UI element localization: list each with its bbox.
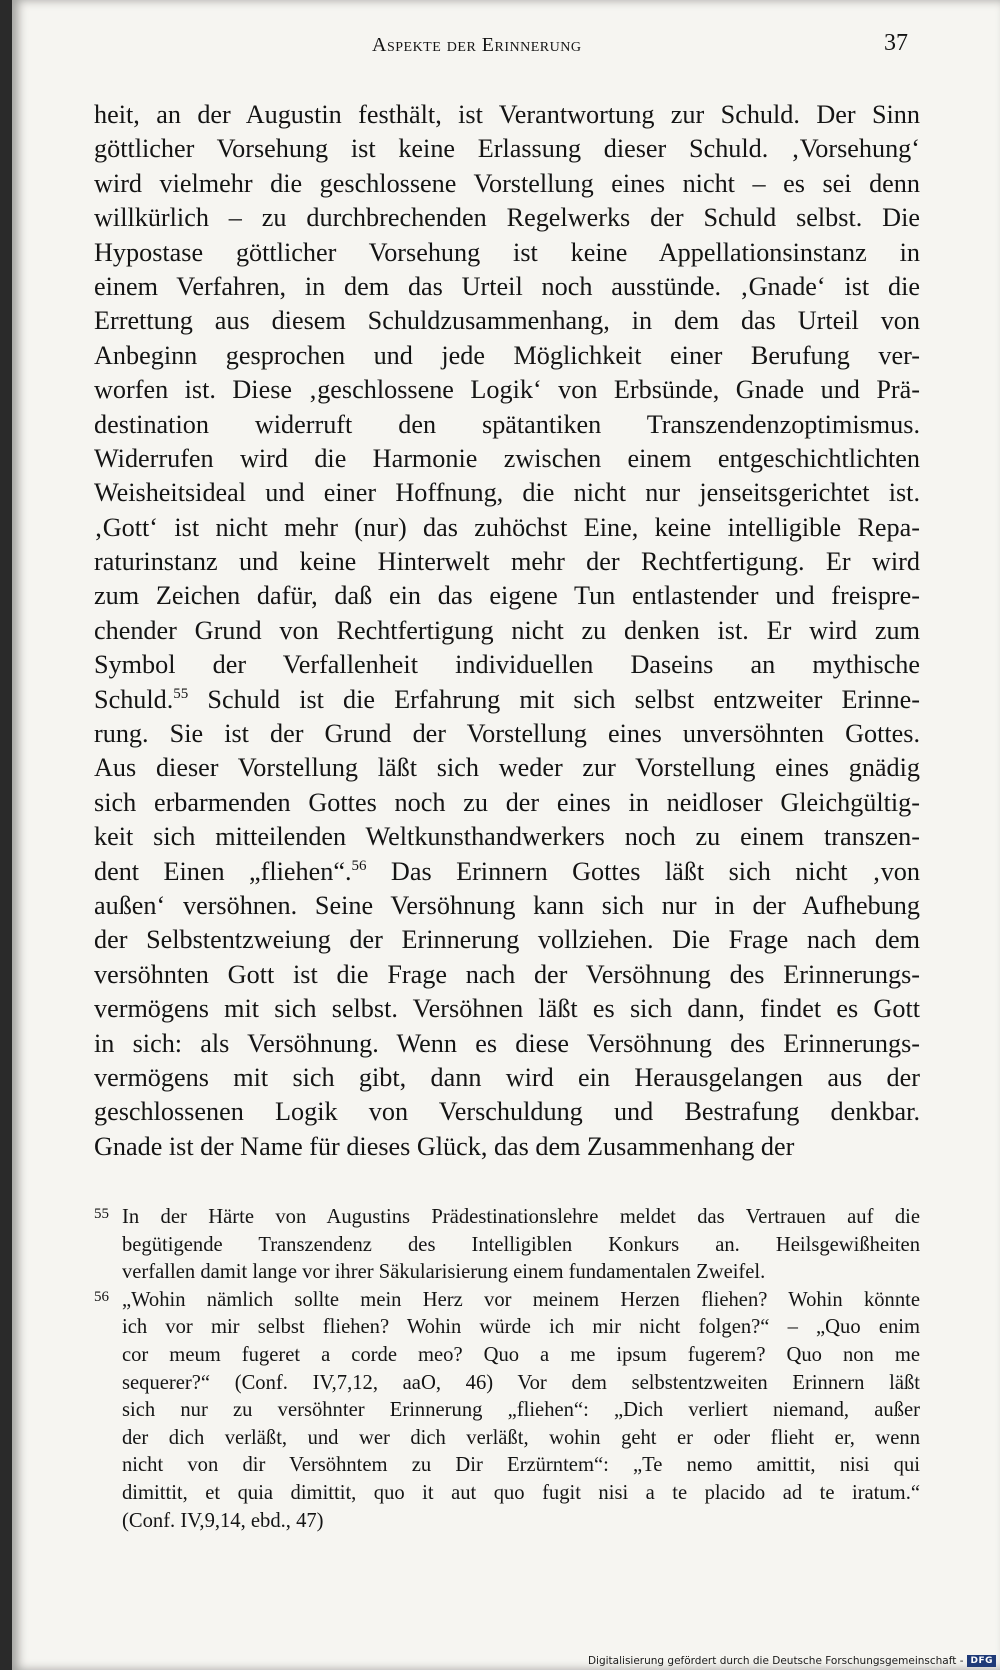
footnote-number: 55 xyxy=(94,1206,109,1222)
text-segment: Schuld. xyxy=(94,684,174,714)
text-line: destination widerruft den spätantiken Transzendenzoptimismus. xyxy=(94,409,920,439)
dfg-logo-icon: DFG xyxy=(967,1655,996,1667)
footnote-line: begütigende Transzendenz des Intelligiblen Konkurs an. Heilsgewißheiten xyxy=(122,1233,920,1256)
text-line: Symbol der Verfallenheit individuellen Daseins an mythische xyxy=(94,650,920,680)
footnote-line: dimittit, et quia dimittit, quo it aut quo fugit nisi a te placido ad te iratum.“ xyxy=(122,1481,920,1504)
text-line: rung. Sie ist der Grund der Vorstellung eines unversöhnten Gottes. xyxy=(94,719,920,749)
footnote-line: (Conf. IV,9,14, ebd., 47) xyxy=(122,1509,324,1532)
footnote-line: sich nur zu versöhnter Erinnerung „fliehen“: „Dich verliert niemand, außer xyxy=(122,1399,920,1422)
text-line: Anbeginn gesprochen und jede Möglichkeit einer Berufung ver- xyxy=(94,340,920,370)
page-number: 37 xyxy=(884,30,908,56)
text-line: Weisheitsideal und einer Hoffnung, die nicht nur jenseitsgerichtet ist. xyxy=(94,478,920,508)
text-line: keit sich mitteilenden Weltkunsthandwerkers noch zu einem transzen- xyxy=(94,822,920,852)
text-segment: Das Erinnern Gottes läßt sich nicht ‚von xyxy=(366,856,920,886)
text-line: vermögens mit sich selbst. Versöhnen läßt es sich dann, findet es Gott xyxy=(94,994,920,1024)
text-line: raturinstanz und keine Hinterwelt mehr der Rechtfertigung. Er wird xyxy=(94,547,920,577)
text-line-with-footnote-ref xyxy=(94,683,920,717)
text-line: göttlicher Vorsehung ist keine Erlassung dieser Schuld. ‚Vorsehung‘ xyxy=(94,134,920,164)
footnote-line: der dich verläßt, und wer dich verläßt, wohin geht er oder flieht er, wenn xyxy=(122,1426,920,1449)
text-line: vermögens mit sich gibt, dann wird ein Herausgelangen aus der xyxy=(94,1062,920,1092)
footnote-line: „Wohin nämlich sollte mein Herz vor meinem Herzen fliehen? Wohin könnte xyxy=(122,1288,920,1311)
digitization-note: Digitalisierung gefördert durch die Deutsche Forschungsgemeinschaft - xyxy=(587,1655,964,1667)
footnote-56 xyxy=(94,1287,920,1535)
text-segment: dent Einen „fliehen“. xyxy=(94,856,352,886)
text-line: worfen ist. Diese ‚geschlossene Logik‘ von Erbsünde, Gnade und Prä- xyxy=(94,375,920,405)
text-line: der Selbstentzweiung der Erinnerung vollziehen. Die Frage nach dem xyxy=(94,925,920,955)
text-line-with-footnote-ref xyxy=(94,855,920,889)
footnote-number: 56 xyxy=(94,1288,109,1305)
footnote-line: cor meum fugeret a corde meo? Quo a me ipsum fugerem? Quo non me xyxy=(122,1343,920,1366)
book-page xyxy=(12,0,1000,1670)
text-line: einem Verfahren, in dem das Urteil noch ausstünde. ‚Gnade‘ ist die xyxy=(94,271,920,301)
text-line: Gnade ist der Name für dieses Glück, das dem Zusammenhang der xyxy=(94,1131,795,1161)
footnote-line: sequerer?“ (Conf. IV,7,12, aaO, 46) Vor dem selbstentzweiten Erinnern läßt xyxy=(122,1371,920,1394)
running-header: Aspekte der Erinnerung xyxy=(372,34,582,56)
text-line: ‚Gott‘ ist nicht mehr (nur) das zuhöchst Eine, keine intelligible Repa- xyxy=(94,512,920,542)
footnotes xyxy=(94,1204,920,1535)
footnote-line: In der Härte von Augustins Prädestinationslehre meldet das Vertrauen auf die xyxy=(122,1206,920,1228)
footnote-ref-55[interactable]: 55 xyxy=(173,685,189,702)
text-segment: Schuld ist die Erfahrung mit sich selbst entzweiter Erinne- xyxy=(188,684,920,714)
text-line: in sich: als Versöhnung. Wenn es diese Versöhnung des Erinnerungs- xyxy=(94,1028,920,1058)
main-text xyxy=(94,98,920,1164)
text-line: geschlossenen Logik von Verschuldung und Bestrafung denkbar. xyxy=(94,1097,920,1127)
text-line: sich erbarmenden Gottes noch zu der eines in neidloser Gleichgültig- xyxy=(94,787,920,817)
text-line: Widerrufen wird die Harmonie zwischen einem entgeschichtlichten xyxy=(94,443,920,473)
text-line: wird vielmehr die geschlossene Vorstellung eines nicht – es sei denn xyxy=(94,168,920,198)
footnote-line: verfallen damit lange vor ihrer Säkularisierung einem fundamentalen Zweifel. xyxy=(122,1261,766,1284)
text-line: Errettung aus diesem Schuldzusammenhang, in dem das Urteil von xyxy=(94,306,920,336)
footnote-line: ich vor mir selbst fliehen? Wohin würde ich mir nicht folgen?“ – „Quo enim xyxy=(122,1316,920,1339)
footnote-ref-56[interactable]: 56 xyxy=(351,857,367,874)
footnote-line: nicht von dir Versöhntem zu Dir Erzürntem“: „Te nemo amittit, nisi qui xyxy=(122,1454,920,1477)
text-line: zum Zeichen dafür, daß ein das eigene Tun entlastender und freispre- xyxy=(94,581,920,611)
text-line: willkürlich – zu durchbrechenden Regelwerks der Schuld selbst. Die xyxy=(94,203,920,233)
text-line: versöhnten Gott ist die Frage nach der Versöhnung des Erinnerungs- xyxy=(94,959,920,989)
text-line: außen‘ versöhnen. Seine Versöhnung kann sich nur in der Aufhebung xyxy=(94,890,920,920)
digitization-footer xyxy=(588,1655,996,1667)
text-line: Hypostase göttlicher Vorsehung ist keine Appellationsinstanz in xyxy=(94,237,920,267)
footnote-55 xyxy=(94,1204,920,1287)
text-line: heit, an der Augustin festhält, ist Verantwortung zur Schuld. Der Sinn xyxy=(94,100,920,129)
text-line: chender Grund von Rechtfertigung nicht zu denken ist. Er wird zum xyxy=(94,615,920,645)
text-line: Aus dieser Vorstellung läßt sich weder zur Vorstellung eines gnädig xyxy=(94,753,920,783)
